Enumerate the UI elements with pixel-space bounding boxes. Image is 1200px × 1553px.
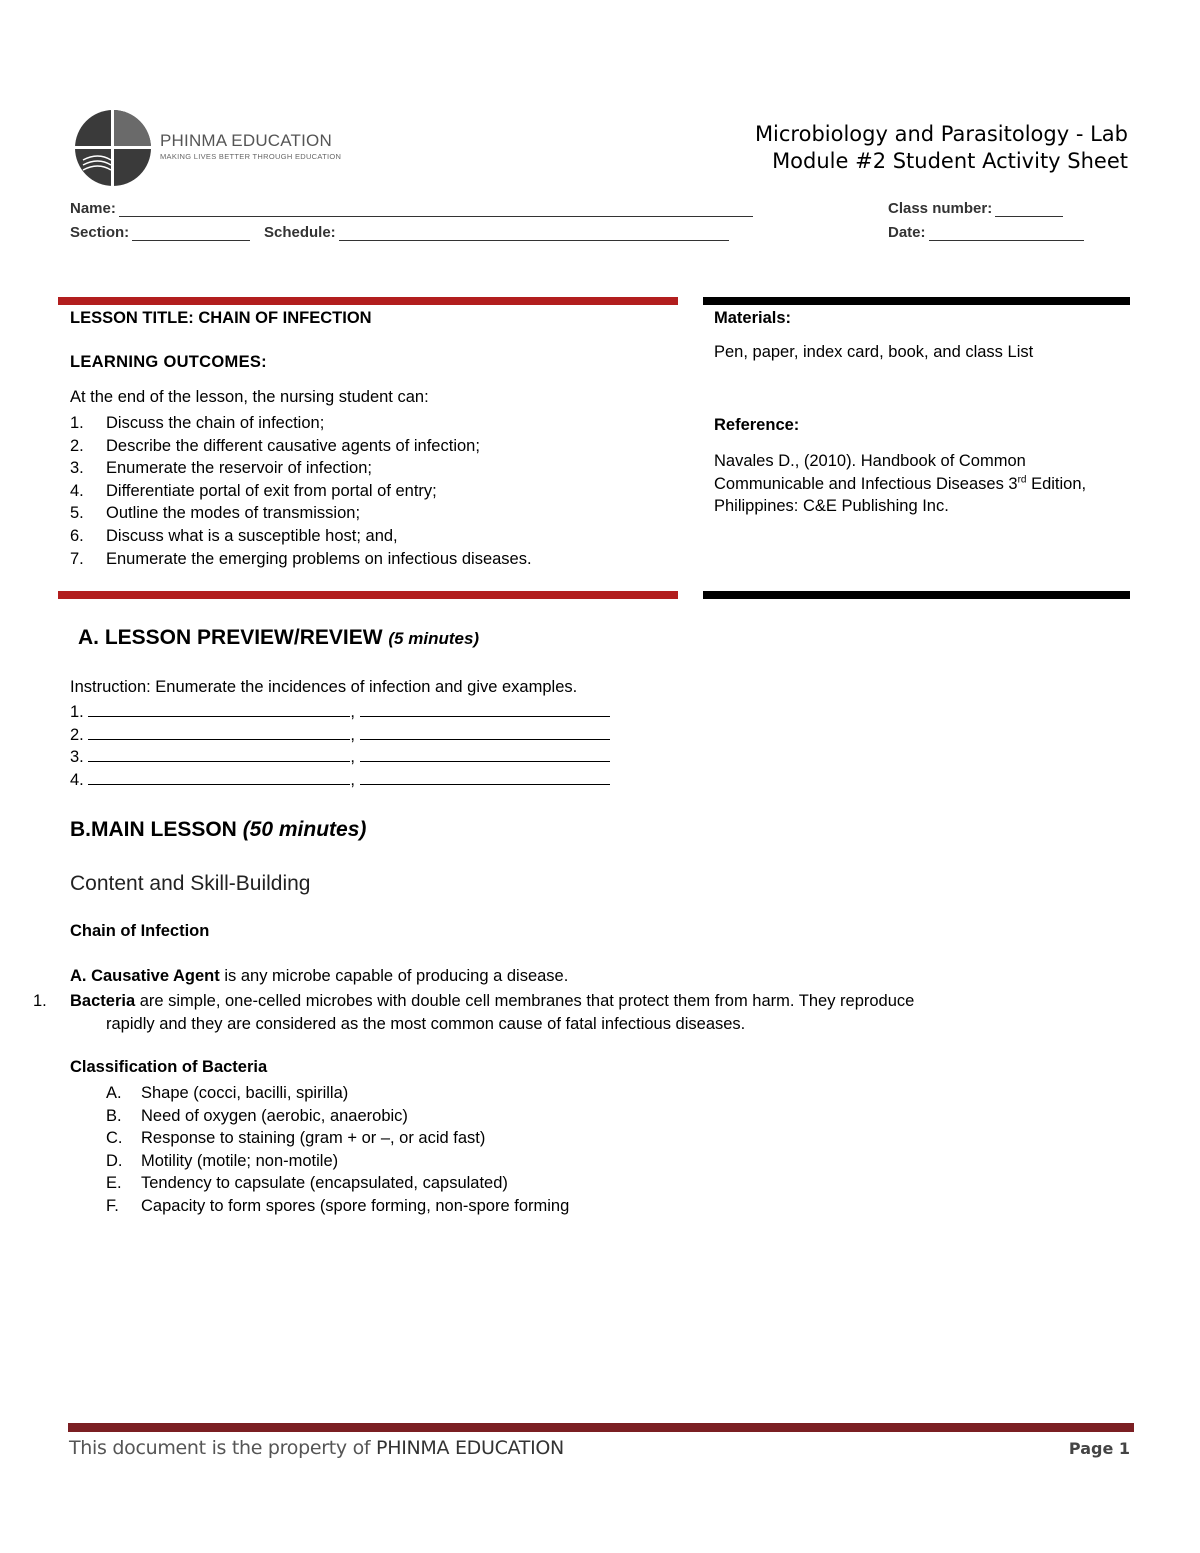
classification-list — [106, 1082, 569, 1218]
answer-row[interactable]: 4. , — [70, 769, 610, 792]
causative-agent-text: A. Causative Agent is any microbe capable of producing a disease. — [70, 967, 569, 985]
lesson-box-top-border — [58, 297, 678, 305]
list-item: 1. Discuss the chain of infection; — [70, 414, 325, 432]
chain-of-infection-heading: Chain of Infection — [70, 922, 210, 940]
name-field[interactable] — [70, 200, 753, 217]
materials-text: Pen, paper, index card, book, and class List — [714, 343, 1034, 361]
list-item: A. Shape (cocci, bacilli, spirilla) — [106, 1084, 349, 1102]
section-a-heading: A. LESSON PREVIEW/REVIEW (5 minutes) — [78, 626, 480, 649]
date-blank[interactable] — [929, 225, 1084, 241]
list-item: 4. Differentiate portal of exit from portal of entry; — [70, 481, 437, 500]
materials-heading: Materials: — [714, 309, 792, 327]
content-skill-building-heading: Content and Skill-Building — [70, 872, 311, 895]
list-item: F. Capacity to form spores (spore forming, non-spore forming — [106, 1196, 570, 1215]
class-number-label: Class number: — [888, 200, 993, 217]
learning-outcomes-heading: LEARNING OUTCOMES: — [70, 353, 267, 371]
schedule-label: Schedule: — [264, 224, 336, 241]
logo-name: PHINMA EDUCATION — [160, 131, 332, 150]
date-label: Date: — [888, 224, 926, 241]
learning-outcomes-intro: At the end of the lesson, the nursing student can: — [70, 388, 429, 406]
lesson-box-bottom-border — [58, 591, 678, 599]
list-item: 5. Outline the modes of transmission; — [70, 504, 361, 523]
answer-row[interactable]: 3. , — [70, 746, 610, 769]
schedule-field[interactable] — [264, 224, 729, 241]
document-title: Microbiology and Parasitology - Lab — [754, 122, 1128, 146]
lesson-title: LESSON TITLE: CHAIN OF INFECTION — [70, 309, 372, 327]
reference-heading: Reference: — [714, 416, 800, 434]
materials-box-top-border — [703, 297, 1130, 305]
list-item: 7. Enumerate the emerging problems on infectious diseases. — [70, 549, 532, 568]
list-item: 2. Describe the different causative agents of infection; — [70, 436, 480, 455]
list-item: B. Need of oxygen (aerobic, anaerobic) — [106, 1106, 408, 1125]
reference-text: Navales D., (2010). Handbook of Common Communicable and Infectious Diseases 3rd Edition, Philippines: C&E Publishing Inc. — [714, 452, 1087, 516]
page-number: Page 1 — [1068, 1439, 1130, 1458]
section-blank[interactable] — [132, 225, 250, 241]
section-a-answer-list — [70, 701, 610, 791]
document-subtitle: Module #2 Student Activity Sheet — [772, 149, 1128, 173]
schedule-blank[interactable] — [339, 225, 729, 241]
logo-tagline: MAKING LIVES BETTER THROUGH EDUCATION — [160, 152, 342, 161]
footer-property-text: This document is the property of PHINMA EDUCATION — [69, 1437, 564, 1459]
materials-box-bottom-border — [703, 591, 1130, 599]
name-label: Name: — [70, 200, 116, 217]
class-number-field[interactable] — [888, 200, 1063, 217]
answer-row[interactable]: 2. , — [70, 724, 610, 747]
learning-outcomes-list — [70, 412, 532, 570]
list-item: C. Response to staining (gram + or –, or acid fast) — [106, 1129, 486, 1148]
classification-heading: Classification of Bacteria — [70, 1058, 268, 1076]
answer-row[interactable]: 1. , — [70, 701, 610, 724]
date-field[interactable] — [888, 224, 1084, 241]
class-number-blank[interactable] — [995, 201, 1063, 217]
section-a-instruction: Instruction: Enumerate the incidences of infection and give examples. — [70, 678, 578, 696]
list-item: 6. Discuss what is a susceptible host; and, — [70, 526, 398, 545]
list-item: 3. Enumerate the reservoir of infection; — [70, 459, 372, 478]
name-blank[interactable] — [119, 201, 753, 217]
list-item: E. Tendency to capsulate (encapsulated, capsulated) — [106, 1174, 508, 1193]
bacteria-paragraph: 1. Bacteria are simple, one-celled microbes with double cell membranes that protect them from harm. They reproduce rapidly and they are considered as the most common cause of fatal infectious diseases. — [33, 992, 915, 1033]
section-b-heading: B.MAIN LESSON (50 minutes) — [70, 818, 367, 841]
section-label: Section: — [70, 224, 130, 241]
list-item: D. Motility (motile; non-motile) — [106, 1151, 339, 1170]
section-field[interactable] — [70, 224, 250, 241]
footer-bar — [68, 1423, 1134, 1432]
